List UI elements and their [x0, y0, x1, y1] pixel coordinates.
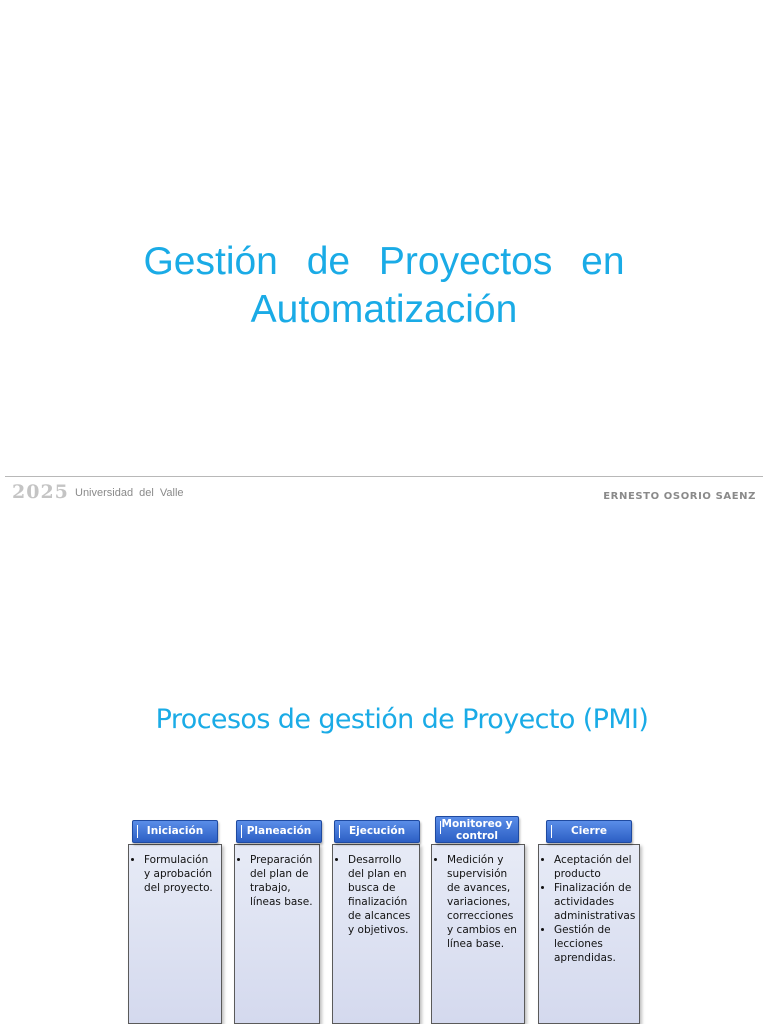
process-body — [128, 844, 222, 1024]
slide-title: Procesos de gestión de Proyecto (PMI) — [155, 704, 649, 735]
footer-author: ERNESTO OSORIO SAENZ — [603, 491, 756, 502]
process-list — [129, 845, 221, 895]
process-iniciacion — [128, 818, 222, 1024]
process-planeacion — [234, 818, 320, 1024]
process-body — [431, 844, 525, 1024]
process-list — [333, 845, 419, 937]
process-header-iniciacion: Iniciación — [132, 820, 218, 843]
footer-year: 2025 — [12, 481, 69, 503]
list-item: • Desarrollo del plan en busca de finalización de alcances y objetivos. — [348, 853, 415, 937]
footer-divider — [5, 476, 763, 477]
process-list — [539, 845, 639, 965]
process-header-planeacion: Planeación — [236, 820, 322, 843]
list-item: • Preparación del plan de trabajo, líneas base. — [250, 853, 315, 909]
process-body — [332, 844, 420, 1024]
process-list — [235, 845, 319, 909]
title-line-2: Automatización — [250, 288, 518, 331]
process-ejecucion — [332, 818, 420, 1024]
presentation-title — [0, 238, 768, 334]
process-cierre — [538, 818, 640, 1024]
title-line-1: Gestión de Proyectos en — [143, 240, 625, 283]
process-header-ejecucion: Ejecución — [334, 820, 420, 843]
list-item: • Aceptación del producto — [554, 853, 635, 881]
title-slide — [0, 0, 768, 510]
list-item: • Medición y supervisión de avances, variaciones, correcciones y cambios en línea base. — [447, 853, 520, 951]
header-line-2: control — [456, 830, 498, 842]
list-item: • Formulación y aprobación del proyecto. — [144, 853, 217, 895]
process-body — [538, 844, 640, 1024]
list-item: • Finalización de actividades administrativas — [554, 881, 635, 923]
process-header-monitoreo-control — [435, 816, 519, 843]
list-item: • Gestión de lecciones aprendidas. — [554, 923, 635, 965]
process-list — [432, 845, 524, 951]
process-body — [234, 844, 320, 1024]
header-line-1: Monitoreo y — [441, 818, 513, 830]
process-monitoreo-control — [431, 818, 525, 1024]
process-header-cierre: Cierre — [546, 820, 632, 843]
footer-university: Universidad del Valle — [75, 487, 184, 499]
